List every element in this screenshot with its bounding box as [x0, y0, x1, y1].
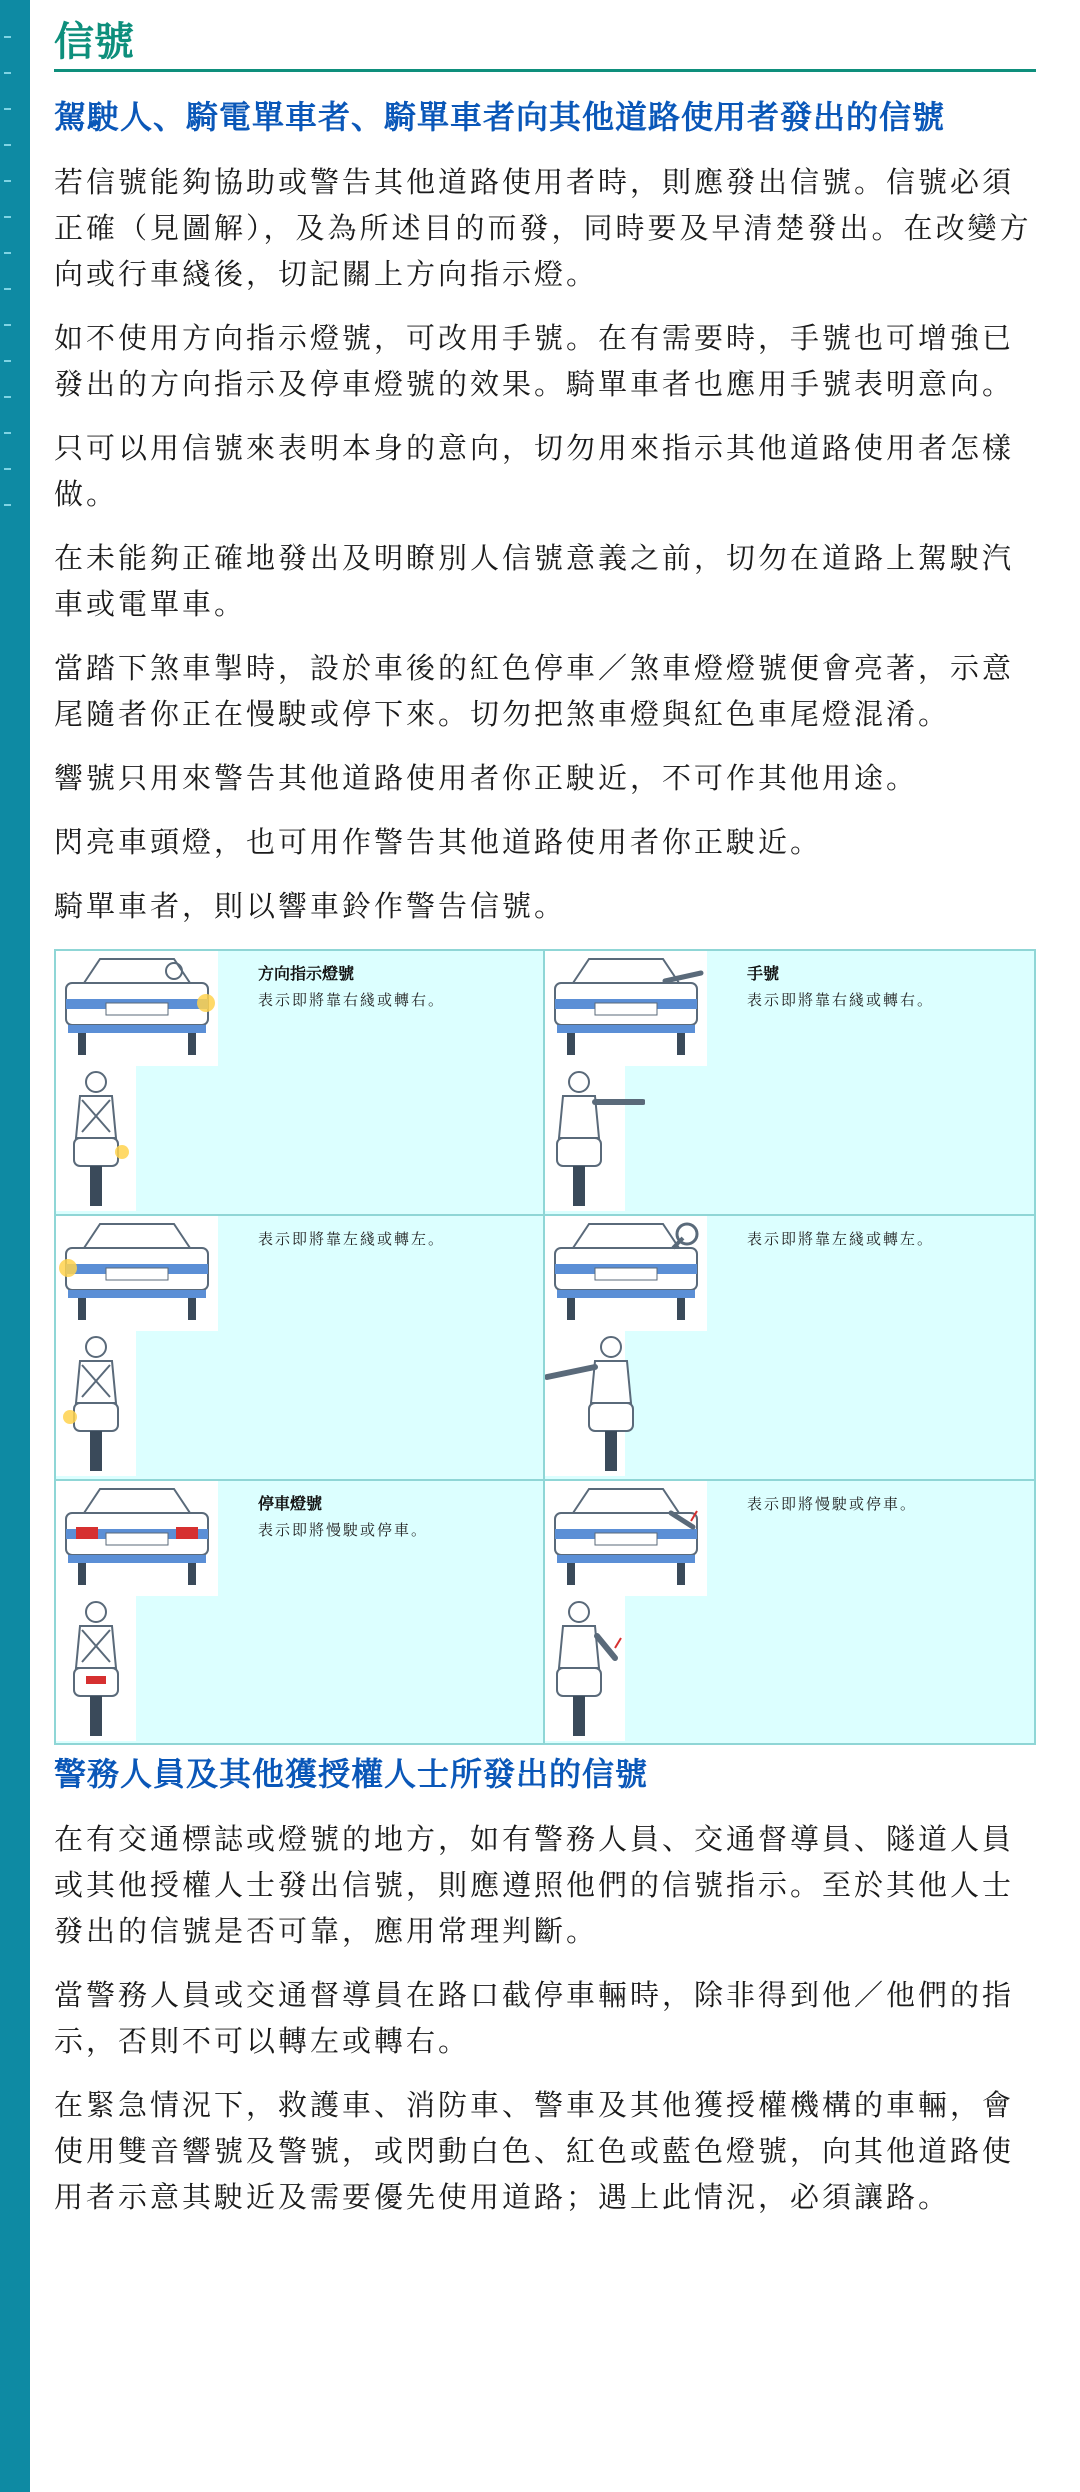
- car-rear-illustration: [56, 951, 218, 1066]
- signal-cell-slow-hand: [545, 1481, 1034, 1743]
- main-content: [54, 0, 1036, 2220]
- paragraph: 閃亮車頭燈，也可用作警告其他道路使用者你正駛近。: [54, 825, 823, 859]
- paragraph: 騎單車者，則以響車鈴作警告信號。: [54, 889, 567, 923]
- car-rear-illustration: [545, 1481, 707, 1596]
- car-rear-illustration: [545, 1216, 707, 1331]
- section-heading-police-signals: 警務人員及其他獲授權人士所發出的信號: [54, 1755, 649, 1793]
- paragraph: 當踏下煞車掣時，設於車後的紅色停車／煞車燈燈號便會亮著，示意尾隨者你正在慢駛或停下來。切勿把煞車燈與紅色車尾燈混淆。: [54, 651, 1015, 731]
- signal-title: 停車燈號: [258, 1494, 323, 1513]
- sidebar-ticks: [0, 0, 30, 560]
- car-rear-illustration: [545, 951, 707, 1066]
- signal-title: 手號: [747, 964, 780, 983]
- section-heading-driver-signals: 駕駛人、騎電單車者、騎單車者向其他道路使用者發出的信號: [54, 98, 946, 136]
- car-rear-illustration: [56, 1216, 218, 1331]
- signal-cell-left-indicator: [56, 1216, 545, 1481]
- paragraph: 只可以用信號來表明本身的意向，切勿用來指示其他道路使用者怎樣做。: [54, 431, 1015, 511]
- paragraph: 如不使用方向指示燈號，可改用手號。在有需要時，手號也可增強已發出的方向指示及停車燈號的效果。騎單車者也應用手號表明意向。: [54, 321, 1015, 401]
- motorcyclist-illustration: [56, 1596, 136, 1741]
- signal-description: 表示即將靠右綫或轉右。: [747, 991, 935, 1009]
- car-rear-illustration: [56, 1481, 218, 1596]
- signal-cell-stop-lights: [56, 1481, 545, 1743]
- paragraph: 在未能夠正確地發出及明瞭別人信號意義之前，切勿在道路上駕駛汽車或電單車。: [54, 541, 1015, 621]
- signal-cell-right-indicator: [56, 951, 545, 1216]
- signal-cell-left-hand: [545, 1216, 1034, 1481]
- paragraph: 在有交通標誌或燈號的地方，如有警務人員、交通督導員、隧道人員或其他授權人士發出信號，則應遵照他們的信號指示。至於其他人士發出的信號是否可靠，應用常理判斷。: [54, 1822, 1015, 1948]
- signal-description: 表示即將慢駛或停車。: [747, 1495, 918, 1513]
- motorcyclist-illustration: [545, 1066, 625, 1211]
- paragraph: 在緊急情況下，救護車、消防車、警車及其他獲授權機構的車輛，會使用雙音響號及警號，或閃動白色、紅色或藍色燈號，向其他道路使用者示意其駛近及需要優先使用道路；遇上此情況，必須讓路。: [54, 2088, 1015, 2214]
- paragraph: 響號只用來警告其他道路使用者你正駛近，不可作其他用途。: [54, 761, 919, 795]
- motorcyclist-illustration: [545, 1331, 625, 1476]
- signal-description: 表示即將靠右綫或轉右。: [258, 991, 446, 1009]
- motorcyclist-illustration: [56, 1066, 136, 1211]
- motorcyclist-illustration: [56, 1331, 136, 1476]
- left-sidebar: [0, 0, 30, 2492]
- motorcyclist-illustration: [545, 1596, 625, 1741]
- page-title: 信號: [54, 0, 1036, 72]
- signal-description: 表示即將靠左綫或轉左。: [258, 1230, 446, 1248]
- signal-description: 表示即將靠左綫或轉左。: [747, 1230, 935, 1248]
- signal-cell-right-hand: [545, 951, 1034, 1216]
- paragraph: 當警務人員或交通督導員在路口截停車輛時，除非得到他／他們的指示，否則不可以轉左或轉右。: [54, 1978, 1015, 2058]
- signal-description: 表示即將慢駛或停車。: [258, 1521, 429, 1539]
- paragraph: 若信號能夠協助或警告其他道路使用者時，則應發出信號。信號必須正確（見圖解），及為所述目的而發，同時要及早清楚發出。在改變方向或行車綫後，切記關上方向指示燈。: [54, 165, 1032, 291]
- signals-illustration-grid: [54, 949, 1036, 1745]
- signal-title: 方向指示燈號: [258, 964, 355, 983]
